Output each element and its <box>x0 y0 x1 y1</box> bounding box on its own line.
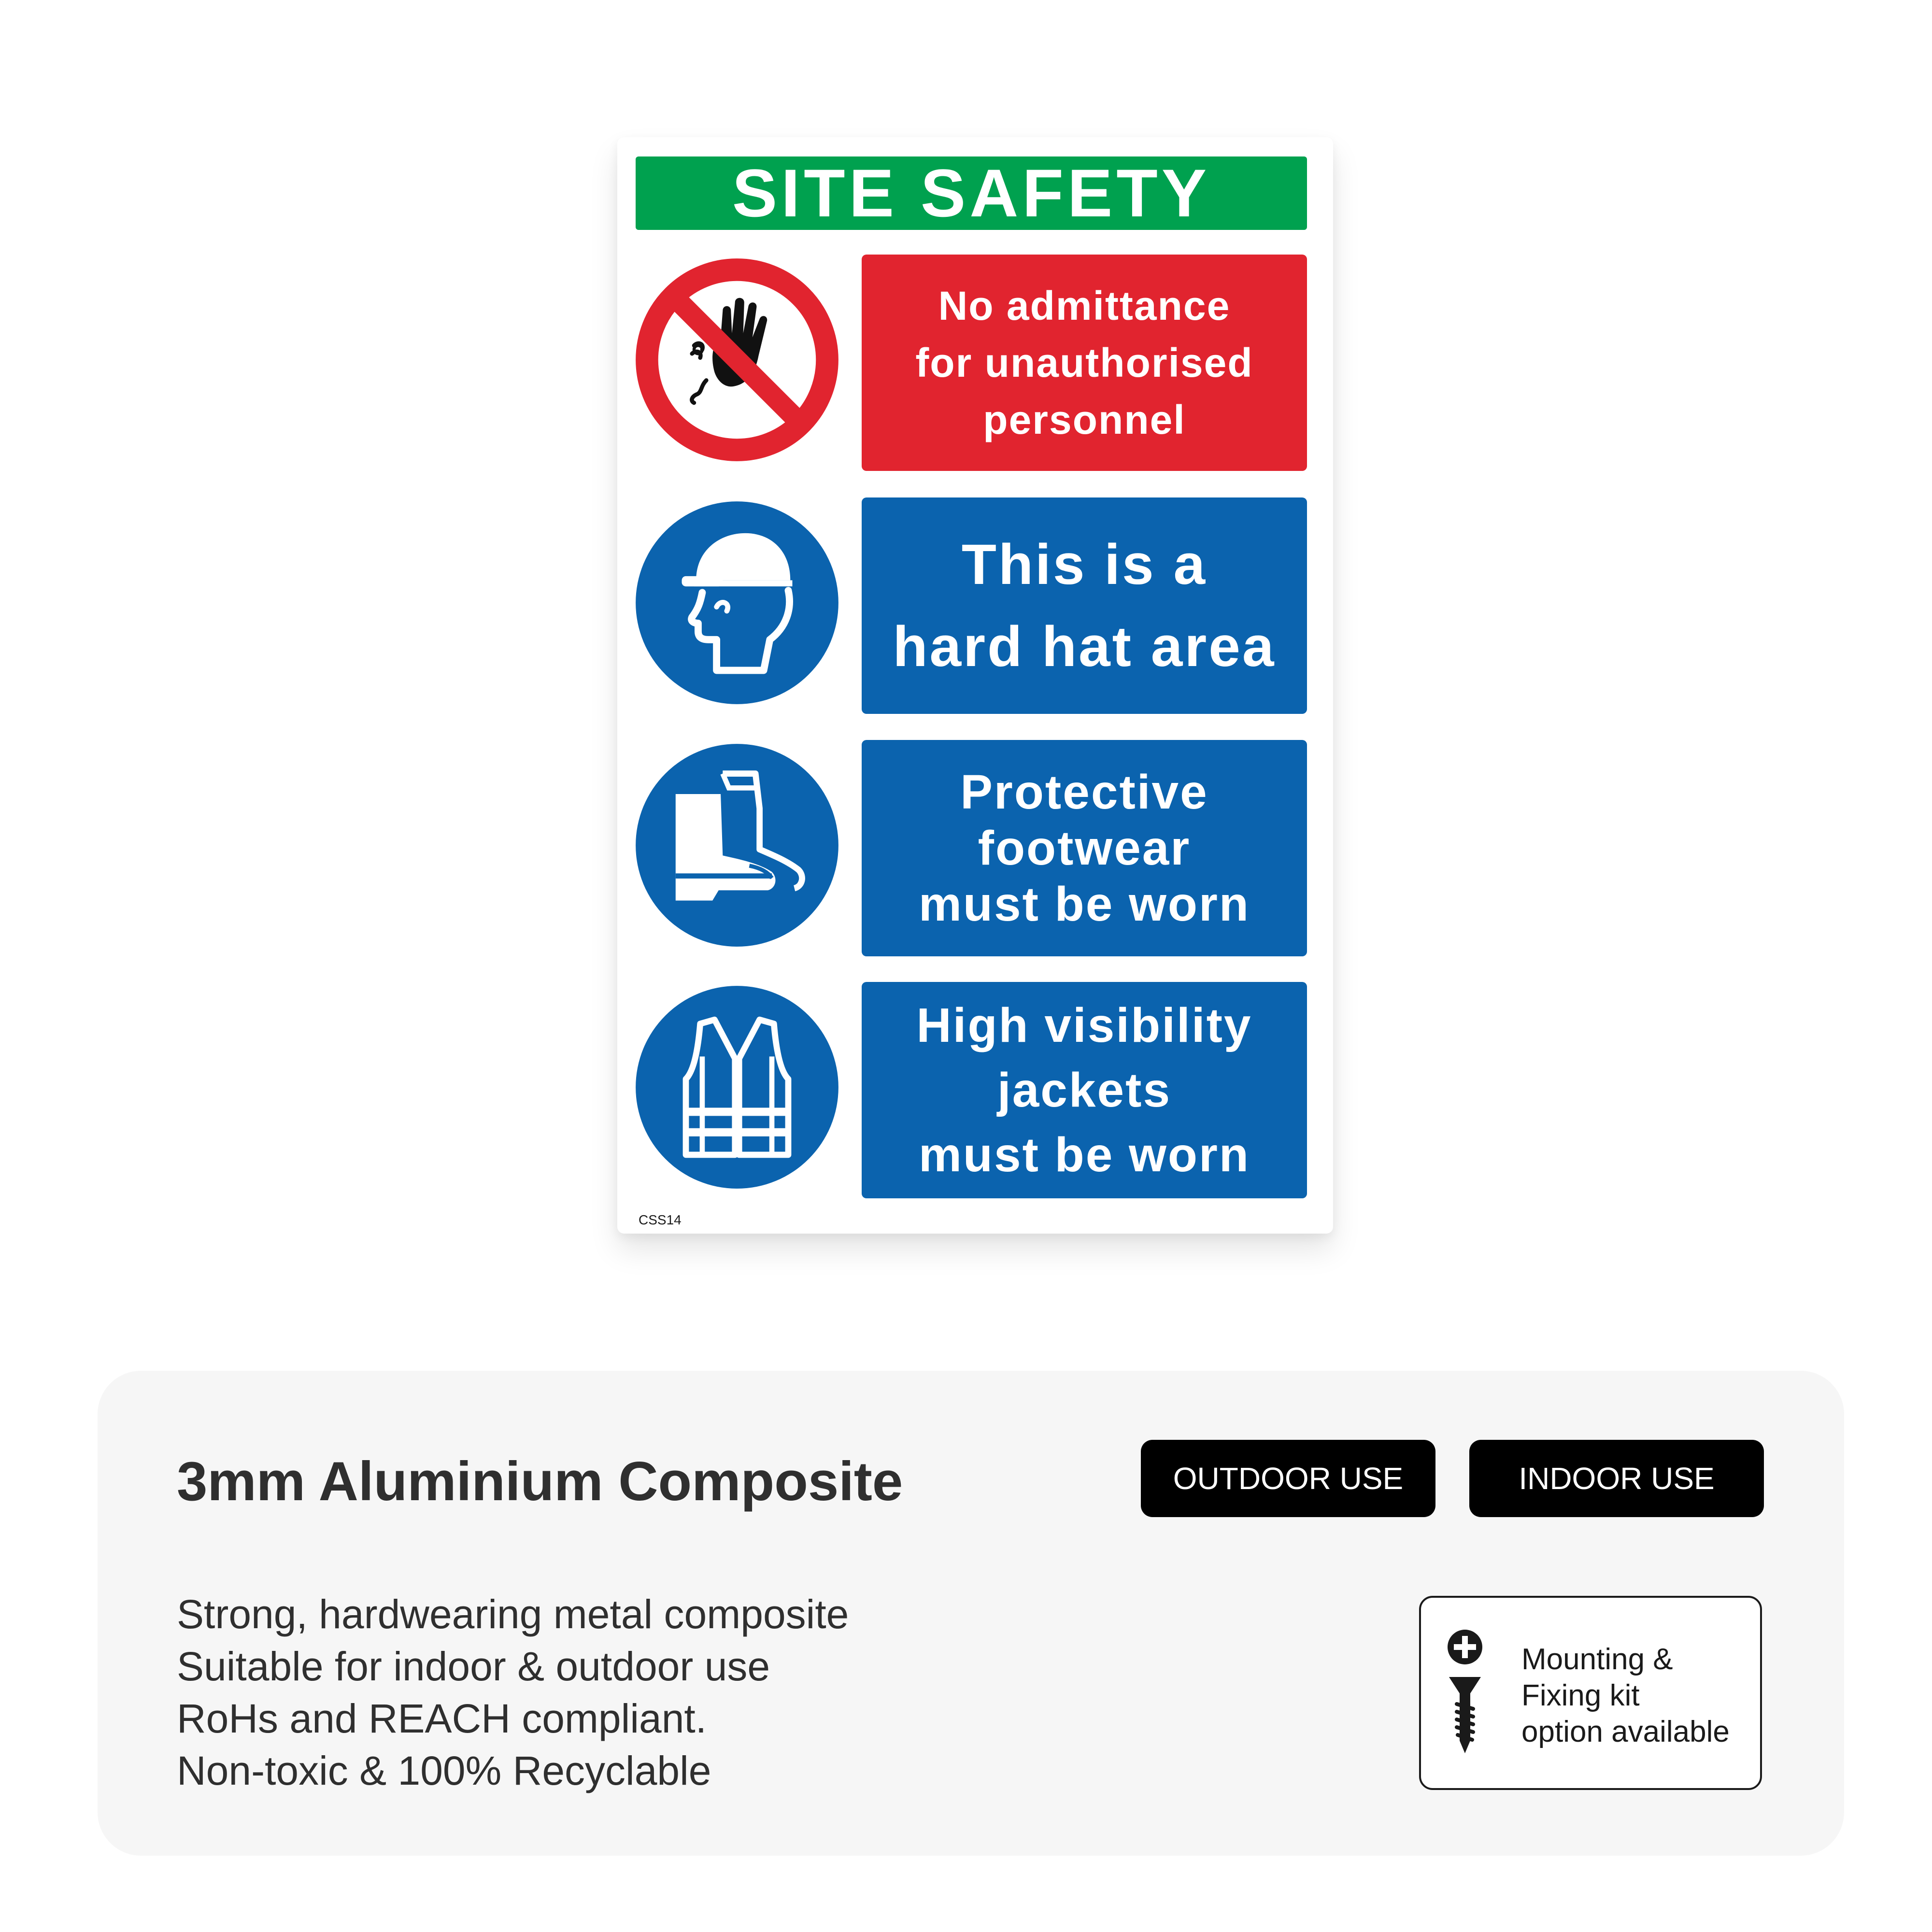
sign-row-hard-hat <box>635 497 1308 714</box>
sign-title: SITE SAFETY <box>732 155 1211 231</box>
feature-item: Non-toxic & 100% Recyclable <box>177 1748 711 1793</box>
feature-list <box>177 1588 849 1797</box>
indoor-use-badge: INDOOR USE <box>1469 1440 1764 1517</box>
footwear-text: Protective footwear must be worn <box>918 765 1250 931</box>
safety-sign <box>617 137 1333 1234</box>
feature-item: RoHs and REACH compliant. <box>177 1696 707 1741</box>
material-title: 3mm Aluminium Composite <box>177 1451 903 1512</box>
no-admittance-panel <box>862 255 1307 471</box>
feature-item: Strong, hardwearing metal composite <box>177 1591 849 1637</box>
sign-header <box>636 156 1307 230</box>
footwear-panel <box>862 740 1307 956</box>
hard-hat-icon <box>635 500 839 705</box>
hi-vis-text: High visibility jackets must be worn <box>916 998 1252 1182</box>
hi-vis-vest-icon <box>635 985 839 1190</box>
hard-hat-panel <box>862 497 1307 714</box>
product-info-card <box>98 1371 1844 1856</box>
feature-item: Suitable for indoor & outdoor use <box>177 1644 770 1689</box>
mounting-kit-text: Mounting & Fixing kit option available <box>1521 1643 1730 1748</box>
no-admittance-text: No admittance for unauthorised personnel <box>915 283 1253 442</box>
outdoor-use-badge: OUTDOOR USE <box>1141 1440 1435 1517</box>
sign-row-no-admittance <box>635 255 1308 471</box>
sign-row-footwear <box>635 740 1308 956</box>
no-entry-hand-icon <box>635 257 839 462</box>
screw-icon <box>1443 1627 1487 1762</box>
safety-boot-icon <box>635 743 839 948</box>
mounting-kit-box <box>1419 1596 1762 1790</box>
hard-hat-text: This is a hard hat area <box>893 533 1276 679</box>
hi-vis-panel <box>862 982 1307 1198</box>
sign-product-code: CSS14 <box>639 1212 682 1227</box>
sign-row-hi-vis <box>635 982 1308 1198</box>
